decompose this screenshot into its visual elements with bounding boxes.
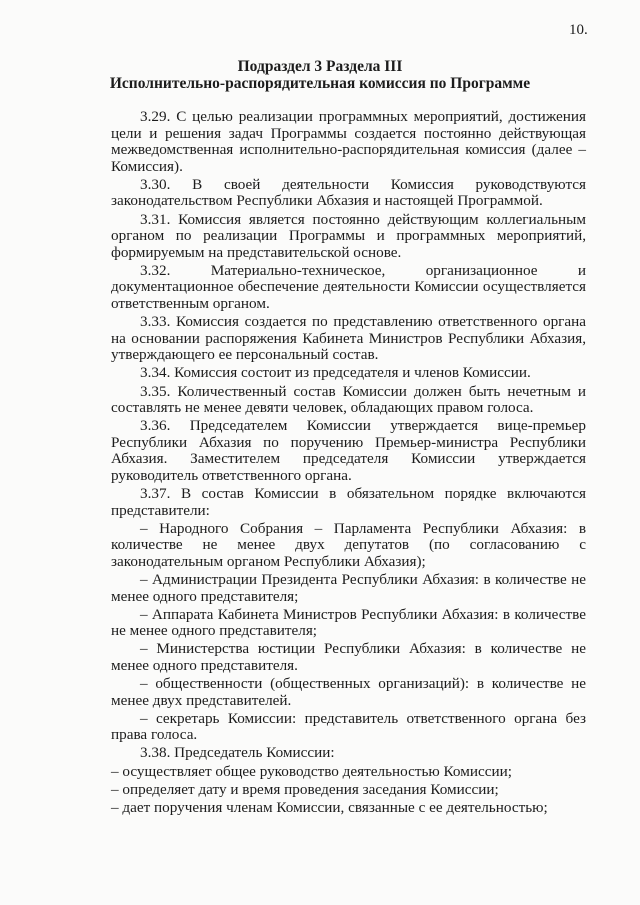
member-secretary: – секретарь Комиссии: представитель ответственного органа без права голоса. bbox=[111, 709, 586, 744]
duty-item: – дает поручения членам Комиссии, связанные с ее деятельностью; bbox=[111, 798, 548, 816]
paragraph-3-31: 3.31. Комиссия является постоянно действующим коллегиальным органом по реализации Программы и программных мероприятий, формируемым на представительской основе. bbox=[111, 210, 586, 261]
member-president-administration: – Администрации Президента Республики Абхазия: в количестве не менее одного представителя; bbox=[111, 571, 586, 605]
paragraph-3-32: 3.32. Материально-техническое, организационное и документационное обеспечение деятельности Комиссии осуществляется ответственным органом. bbox=[111, 261, 586, 313]
page-number: 10. bbox=[569, 22, 588, 38]
paragraph-3-35: 3.35. Количественный состав Комиссии должен быть нечетным и составлять не менее девяти человек, обладающих правом голоса. bbox=[111, 382, 586, 417]
document-body bbox=[111, 109, 586, 818]
paragraph-3-38: 3.38. Председатель Комиссии: bbox=[140, 744, 335, 762]
paragraph-3-33: 3.33. Комиссия создается по представлению ответственного органа на основании распоряжения Кабинета Министров Республики Абхазия, утверждающего ее персональный состав. bbox=[111, 313, 586, 364]
subsection-title: Подраздел 3 Раздела III bbox=[237, 58, 403, 75]
paragraph-3-30: 3.30. В своей деятельности Комиссия руководствуются законодательством Республики Абхазия и настоящей Программой. bbox=[111, 175, 586, 210]
commission-title: Исполнительно-распорядительная комиссия по Программе bbox=[109, 75, 531, 92]
paragraph-3-36: 3.36. Председателем Комиссии утверждается вице-премьер Республики Абхазия по поручению Премьер-министра Республики Абхазия. Заместителем председателя Комиссии утверждается руководитель ответственного органа. bbox=[111, 417, 586, 484]
paragraph-3-37: 3.37. В состав Комиссии в обязательном порядке включаются представители: bbox=[111, 485, 586, 519]
duty-item: – определяет дату и время проведения заседания Комиссии; bbox=[111, 780, 499, 798]
paragraph-3-34: 3.34. Комиссия состоит из председателя и членов Комиссии. bbox=[140, 364, 531, 382]
member-cabinet-apparatus: – Аппарата Кабинета Министров Республики Абхазия: в количестве не менее одного представителя; bbox=[111, 605, 586, 640]
paragraph-3-29: 3.29. С целью реализации программных мероприятий, достижения цели и решения задач Программы создается постоянно действующая межведомственная исполнительно-распорядительная комиссия (далее – Комиссия). bbox=[111, 108, 586, 175]
member-parliament: – Народного Собрания – Парламента Республики Абхазия: в количестве не менее двух депутатов (по согласованию с законодательным органом Республики Абхазия); bbox=[111, 519, 586, 570]
section-heading bbox=[40, 58, 600, 92]
member-public: – общественности (общественных организаций): в количестве не менее двух представителей. bbox=[111, 675, 586, 709]
member-ministry-justice: – Министерства юстиции Республики Абхазия: в количестве не менее одного представителя. bbox=[111, 640, 586, 674]
duty-item: – осуществляет общее руководство деятельностью Комиссии; bbox=[111, 762, 512, 780]
